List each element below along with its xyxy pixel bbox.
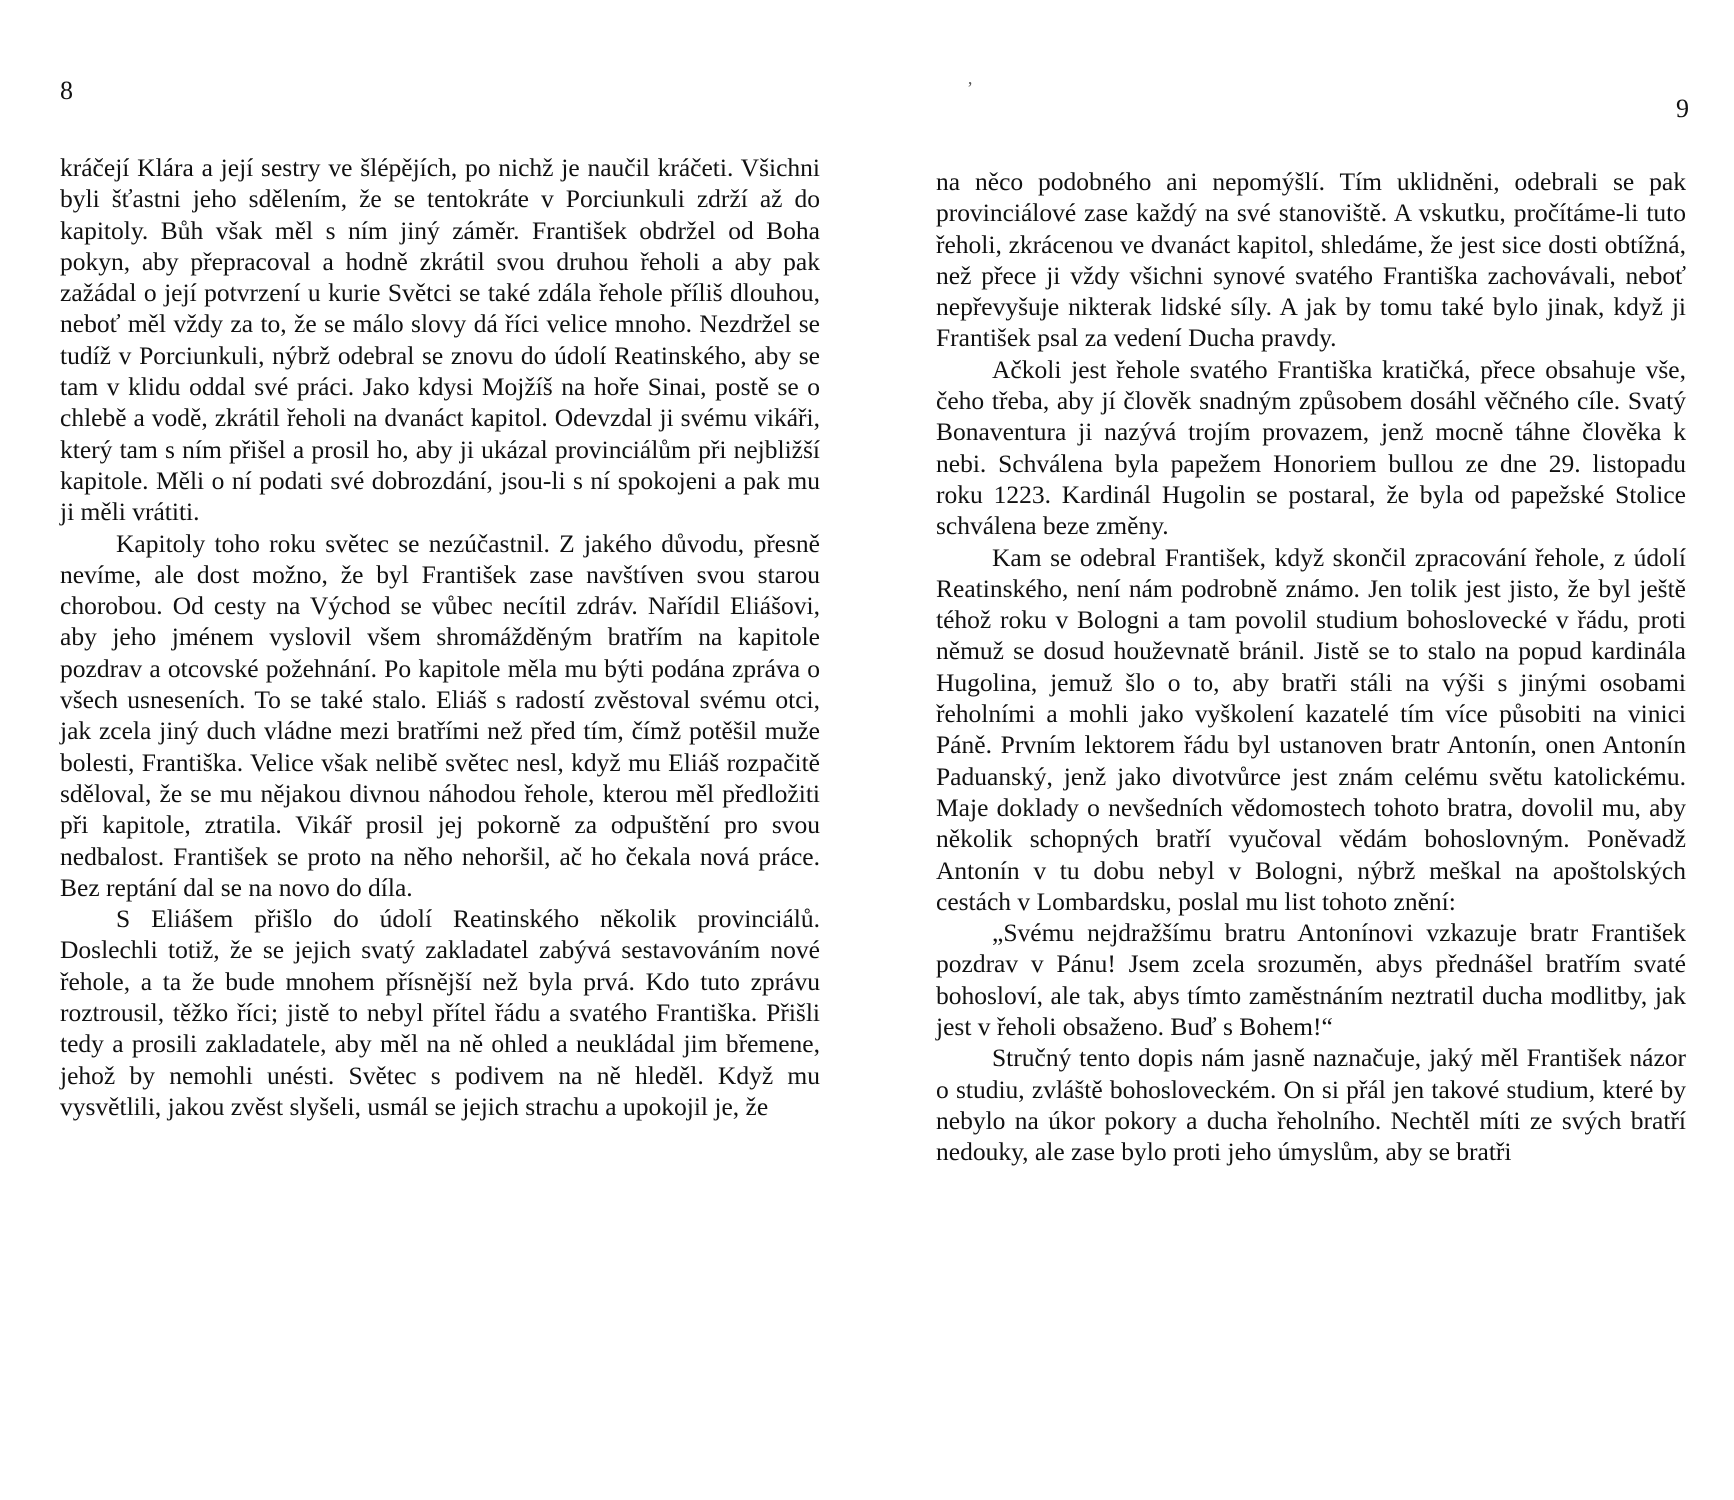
paragraph: Kapitoly toho roku světec se nezúčastnil. Z jakého důvodu, přesně nevíme, ale dost možno, že byl František zase navštíven svou starou chorobou. Od cesty na Východ se vůbec necítil zdráv. Nařídil Eliášovi, aby jeho jménem vyslovil všem shromážděným bratřím na kapitole pozdrav a otcovské požehnání. Po kapitole měla mu býti podána zpráva o všech usneseních. To se také stalo. Eliáš s radostí zvěstoval svému otci, jak zcela jiný duch vládne mezi bratřími než před tím, čímž potěšil muže bolesti, Františka. Velice však nelibě světec nesl, když mu Eliáš rozpačitě sděloval, že se mu nějakou divnou náhodou řehole, kterou měl předložiti při kapitole, ztratila. Vikář prosil jej pokorně za odpuštění pro svou nedbalost. František se proto na něho nehoršil, ač ho čekala nová práce. Bez reptání dal se na novo do díla.: [60, 528, 820, 902]
quoted-letter: „Svému nejdražšímu bratru Antonínovi vzkazuje bratr František pozdrav v Pánu! Jsem zcela srozuměn, abys přednášel bratřím svaté bohosloví, ale tak, abys tímto zaměstnáním neztratil ducha modlitby, jak jest v řeholi obsaženo. Buď s Bohem!“: [936, 918, 1686, 1042]
paragraph: S Eliášem přišlo do údolí Reatinského několik provinciálů. Doslechli totiž, že se jejich svatý zakladatel zabývá sestavováním nové řehole, a ta že bude mnohem přísnější než byla prvá. Kdo tuto zprávu roztrousil, těžko říci; jistě to nebyl přítel řádu a svatého Františka. Přišli tedy a prosili zakladatele, aby měl na ně ohled a neukládal jim břemene, jehož by nemohli unésti. Světec s podivem na ně hleděl. Když mu vysvětlili, jakou zvěst slyšeli, usmál se jejich strachu a upokojil je, že: [60, 904, 820, 1121]
paragraph: kráčejí Klára a její sestry ve šlépějích, po nichž je naučil kráčeti. Všichni byli šťastni jeho sdělením, že se tentokráte v Porciunkuli zdrží až do kapitoly. Bůh však měl s ním jiný záměr. František obdržel od Boha pokyn, aby přepracoval a hodně zkrátil svou druhou řeholi a aby pak zažádal o její potvrzení u kurie Světci se také zdála řehole příliš dlouhou, neboť měl vždy za to, že se málo slovy dá říci velice mnoho. Nezdržel se tudíž v Porciunkuli, nýbrž odebral se znovu do údolí Reatinského, aby se tam v klidu oddal své práci. Jako kdysi Mojžíš na hoře Sinai, postě se o chlebě a vodě, zkrátil řeholi na dvanáct kapitol. Odevzdal ji svému vikáři, který tam s ním přišel a prosil ho, aby ji ukázal provinciálům při nejbližší kapitole. Měli o ní podati své dobrozdání, jsou-li s ní spokojeni a pak mu ji měli vrátiti.: [60, 153, 820, 527]
page-number-right: 9: [1676, 94, 1689, 123]
paragraph: Kam se odebral František, když skončil zpracování řehole, z údolí Reatinského, není nám podrobně známo. Jen tolik jest jisto, že byl ještě téhož roku v Bologni a tam povolil studium bohoslovecké v řádu, proti němuž se dosud houževnatě bránil. Jistě se to stalo na popud kardinála Hugolina, jemuž šlo o to, aby bratři stáli na výši s jinými osobami řeholními a mohli jako vyškolení kazatelé tím více působiti na vinici Páně. Prvním lektorem řádu byl ustanoven bratr Antonín, onen Antonín Paduanský, jenž jako divotvůrce jest znám celému světu katolickému. Maje doklady o nevšedních vědomostech tohoto bratra, dovolil mu, aby několik schopných bratří vyučoval vědám bohoslovným. Poněvadž Antonín v tu dobu nebyl v Bologni, nýbrž meškal na apoštolských cestách v Lombardsku, poslal mu list tohoto znění:: [936, 542, 1686, 916]
scan-mark: ʼ: [967, 78, 973, 98]
paragraph: na něco podobného ani nepomýšlí. Tím uklidněni, odebrali se pak provinciálové zase každý na své stanoviště. A vskutku, pročítáme-li tuto řeholi, zkrácenou ve dvanáct kapitol, shledáme, že jest sice dosti obtížná, než přece ji vždy všichni synové svatého Františka zachovávali, neboť nepřevyšuje nikterak lidské síly. A jak by tomu také bylo jinak, když ji František psal za vedení Ducha pravdy.: [936, 167, 1686, 353]
left-page-text: [60, 152, 820, 1122]
right-page-text: [936, 166, 1686, 1168]
page-number-left: 8: [60, 76, 73, 105]
paragraph: Stručný tento dopis nám jasně naznačuje, jaký měl František názor o studiu, zvláště bohosloveckém. On si přál jen takové studium, které by nebylo na úkor pokory a ducha řeholního. Nechtěl míti ze svých bratří nedouky, ale zase bylo proti jeho úmyslům, aby se bratři: [936, 1043, 1686, 1167]
paragraph: Ačkoli jest řehole svatého Františka kratičká, přece obsahuje vše, čeho třeba, aby jí člověk snadným způsobem dosáhl věčného cíle. Svatý Bonaventura ji nazývá trojím provazem, jenž mocně táhne člověka k nebi. Schválena byla papežem Honoriem bullou ze dne 29. listopadu roku 1223. Kardinál Hugolin se postaral, že byla od papežské Stolice schválena beze změny.: [936, 354, 1686, 541]
